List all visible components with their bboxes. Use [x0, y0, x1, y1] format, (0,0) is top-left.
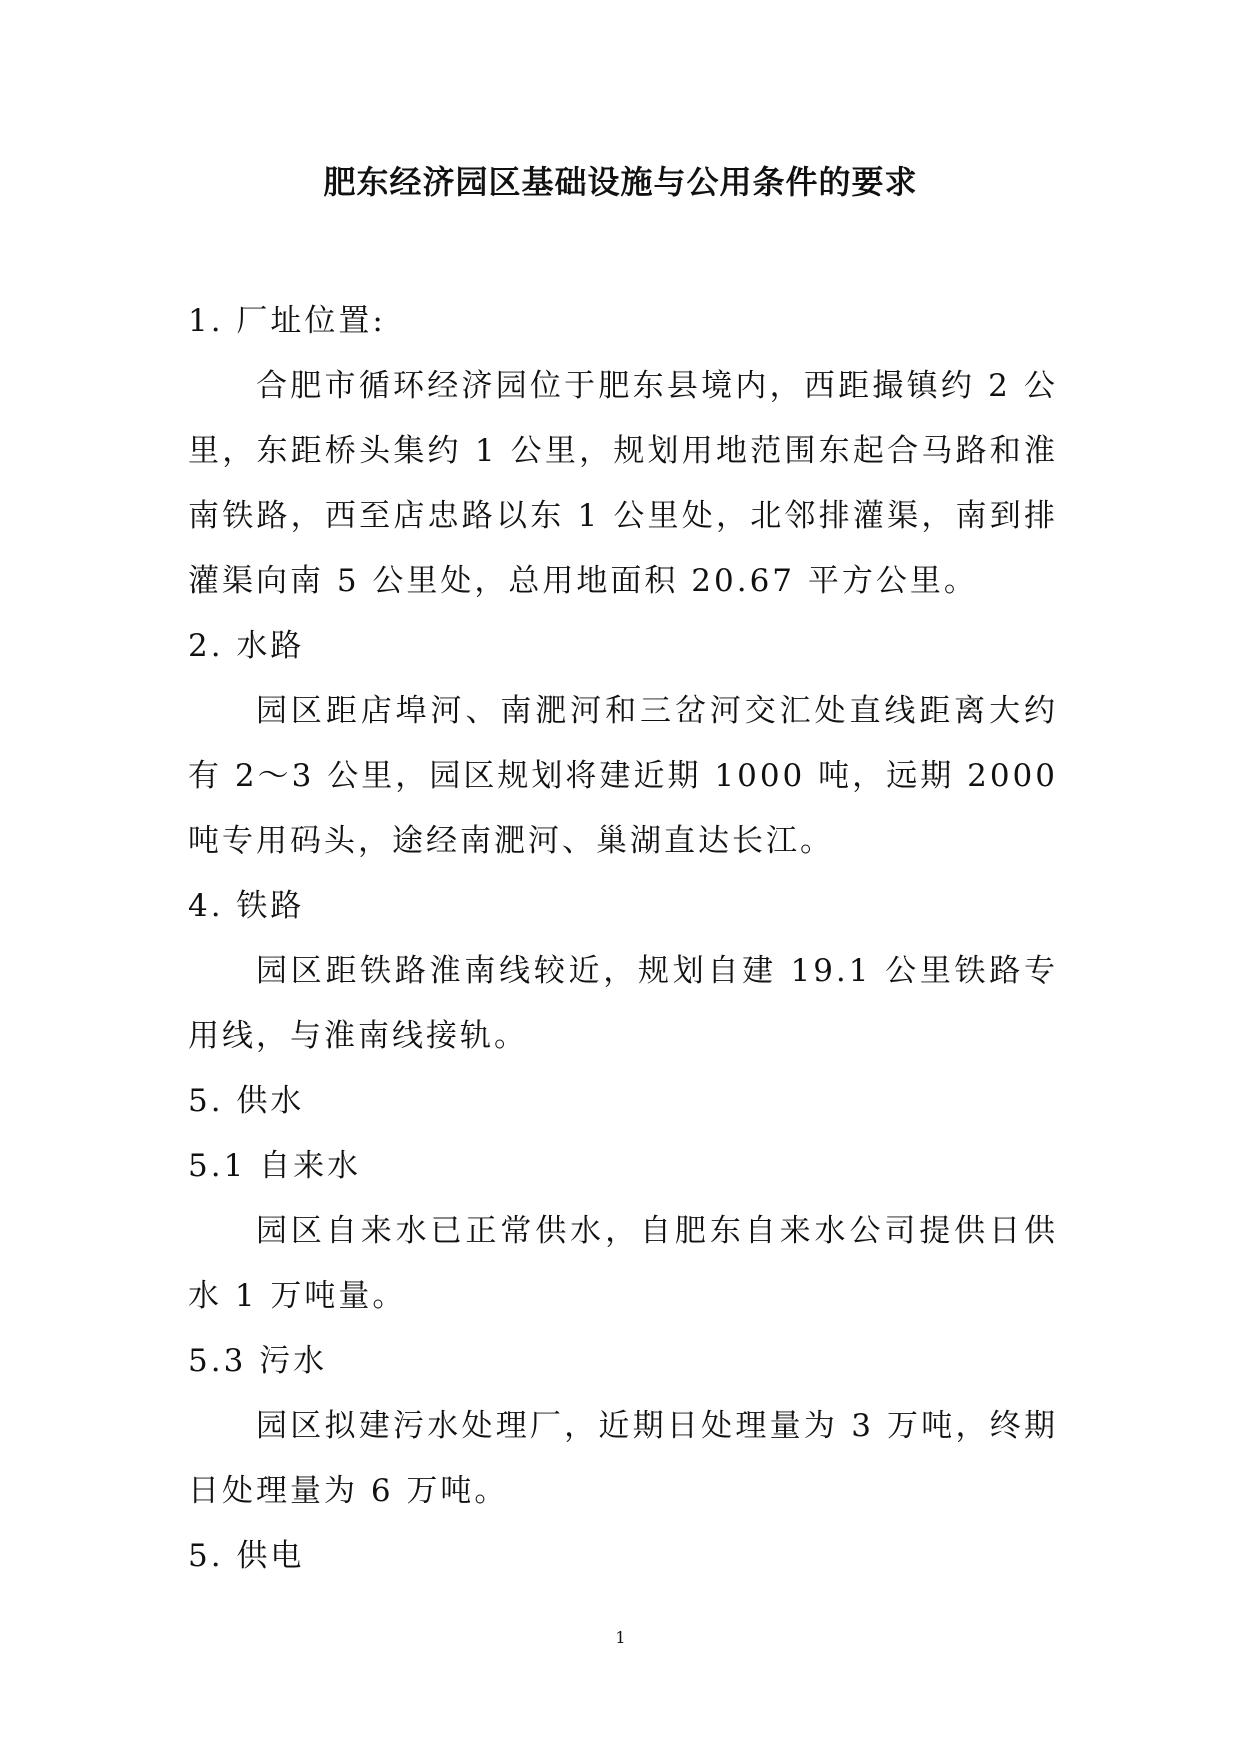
- section-heading-water-supply: 5. 供水: [188, 1083, 305, 1119]
- paragraph-sewage: 园区拟建污水处理厂，近期日处理量为 3 万吨，终期日处理量为 6 万吨。: [188, 1408, 1058, 1509]
- section-heading-power-supply: 5. 供电: [188, 1538, 305, 1574]
- paragraph-tap-water: 园区自来水已正常供水，自肥东自来水公司提供日供水 1 万吨量。: [188, 1213, 1058, 1314]
- page-number: 1: [615, 1628, 626, 1647]
- section-heading-waterway: 2. 水路: [188, 628, 305, 664]
- section-heading-railway: 4. 铁路: [188, 888, 305, 924]
- section-heading-tap-water: 5.1 自来水: [188, 1148, 362, 1184]
- document-title: 肥东经济园区基础设施与公用条件的要求: [323, 163, 918, 201]
- paragraph-site-location: 合肥市循环经济园位于肥东县境内，西距撮镇约 2 公里，东距桥头集约 1 公里，规划用地范围东起合马路和淮南铁路，西至店忠路以东 1 公里处，北邻排灌渠，南到排灌渠向南 5 公里处，总用地面积 20.67 平方公里。: [188, 368, 1058, 599]
- paragraph-waterway: 园区距店埠河、南淝河和三岔河交汇处直线距离大约有 2～3 公里，园区规划将建近期 1000 吨，远期 2000 吨专用码头，途经南淝河、巢湖直达长江。: [188, 693, 1058, 859]
- document-body: [188, 289, 1058, 1589]
- section-heading-site-location: 1. 厂址位置:: [188, 303, 386, 339]
- section-heading-sewage: 5.3 污水: [188, 1343, 328, 1379]
- paragraph-railway: 园区距铁路淮南线较近，规划自建 19.1 公里铁路专用线，与淮南线接轨。: [188, 953, 1058, 1054]
